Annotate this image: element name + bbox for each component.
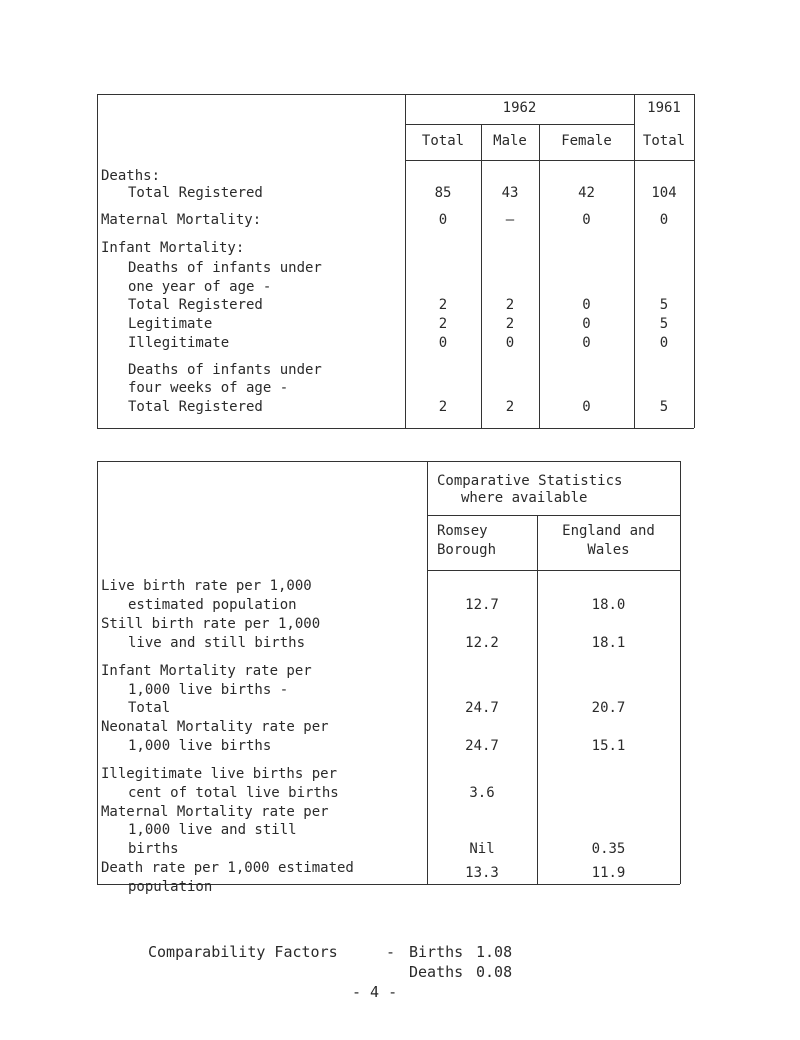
table1-left-border (97, 94, 98, 428)
table2-right-border (680, 461, 681, 884)
header-male: Male (493, 133, 527, 149)
row-label: Total (128, 700, 171, 716)
cell-total: 2 (438, 399, 448, 415)
row-label: cent of total live births (128, 785, 339, 801)
cell-england: 20.7 (591, 700, 626, 716)
cell-romsey: 24.7 (465, 738, 499, 754)
row-label: Neonatal Mortality rate per (101, 719, 329, 735)
cell-female: 0 (582, 297, 591, 313)
table1-bottom-border (97, 428, 694, 429)
header-year-1961: 1961 (647, 100, 681, 116)
cell-total: 0 (438, 335, 448, 351)
row-label: Still birth rate per 1,000 (101, 616, 321, 632)
cell-england: 18.1 (591, 635, 626, 651)
cell-romsey: 13.3 (465, 865, 499, 881)
cell-total-1961: 5 (659, 399, 669, 415)
cell-male: 2 (505, 316, 515, 332)
cell-total-1961: 0 (659, 212, 669, 228)
cell-england: 15.1 (591, 738, 626, 754)
table2-left-border (97, 461, 98, 884)
header-female: Female (561, 133, 612, 149)
cell-female: 0 (582, 399, 591, 415)
row-label: Deaths of infants under (128, 362, 322, 378)
cell-female: 0 (582, 316, 591, 332)
row-label: live and still births (128, 635, 306, 651)
deaths-value: 0.08 (476, 963, 513, 981)
cell-total: 0 (438, 212, 448, 228)
cell-female: 0 (582, 335, 591, 351)
row-label: Deaths: (101, 168, 161, 184)
cell-total-1961: 5 (659, 297, 669, 313)
row-label: four weeks of age - (128, 380, 289, 396)
comparability-dash: - (386, 943, 396, 961)
row-label: Illegitimate live births per (101, 766, 338, 782)
row-label: Maternal Mortality rate per (101, 804, 329, 820)
table1-top-border (97, 94, 694, 95)
deaths-label: Deaths (409, 963, 464, 981)
row-label: Total Registered (128, 399, 263, 415)
row-label: 1,000 live and still (128, 822, 297, 838)
row-label: Infant Mortality rate per (101, 663, 312, 679)
table2-header-bottom (427, 570, 680, 571)
header-total-1961: Total (642, 133, 686, 149)
cell-england: 11.9 (591, 865, 626, 881)
row-label: 1,000 live births (128, 738, 272, 754)
table2-col-divider (537, 515, 538, 884)
cell-total-1961: 5 (659, 316, 669, 332)
cell-romsey: 3.6 (469, 785, 495, 801)
table1-col-divider (539, 124, 540, 428)
header-total: Total (421, 133, 465, 149)
comparability-label: Comparability Factors (148, 943, 338, 961)
row-label: Total Registered (128, 297, 263, 313)
row-label: Maternal Mortality: (101, 212, 262, 228)
row-label: births (128, 841, 179, 857)
header-england: England and (562, 523, 655, 539)
table2-col-divider (427, 461, 428, 884)
cell-romsey: 24.7 (465, 700, 499, 716)
header-year-1962: 1962 (502, 100, 537, 116)
row-label: Legitimate (128, 316, 213, 332)
header-borough: Borough (437, 542, 497, 558)
row-label: one year of age - (128, 279, 272, 295)
births-value: 1.08 (476, 943, 513, 961)
row-label: Deaths of infants under (128, 260, 322, 276)
row-label: 1,000 live births - (128, 682, 289, 698)
cell-male: 2 (505, 399, 515, 415)
cell-total-1961: 104 (651, 185, 677, 201)
cell-male: 2 (505, 297, 515, 313)
cell-male: 0 (505, 335, 515, 351)
births-label: Births (409, 943, 464, 961)
table1-header-divider (405, 124, 634, 125)
row-label: Live birth rate per 1,000 (101, 578, 312, 594)
cell-female: 0 (582, 212, 591, 228)
row-label: Illegitimate (128, 335, 230, 351)
table2-header-divider (427, 515, 680, 516)
cell-england: 0.35 (591, 841, 626, 857)
cell-total: 2 (438, 316, 448, 332)
cell-total-1961: 0 (659, 335, 669, 351)
table2-top-border (97, 461, 680, 462)
header-where-available: where available (461, 490, 588, 506)
row-label: Infant Mortality: (101, 240, 245, 256)
cell-total: 2 (438, 297, 448, 313)
page-number: - 4 - (352, 983, 398, 1001)
cell-romsey: 12.7 (465, 597, 499, 613)
header-comparative: Comparative Statistics (437, 473, 623, 489)
header-romsey: Romsey (437, 523, 488, 539)
cell-england: 18.0 (591, 597, 626, 613)
cell-female: 42 (578, 185, 595, 201)
row-label: Death rate per 1,000 estimated (101, 860, 354, 876)
cell-male: – (505, 212, 515, 228)
table1-col-divider (481, 124, 482, 428)
cell-romsey: Nil (469, 841, 495, 857)
row-label: estimated population (128, 597, 297, 613)
cell-male: 43 (501, 185, 519, 201)
cell-total: 85 (434, 185, 452, 201)
row-label: population (128, 879, 213, 895)
cell-romsey: 12.2 (465, 635, 499, 651)
row-label: Total Registered (128, 185, 263, 201)
header-wales: Wales (587, 542, 630, 558)
table1-header-bottom (405, 160, 694, 161)
table1-right-border (694, 94, 695, 428)
